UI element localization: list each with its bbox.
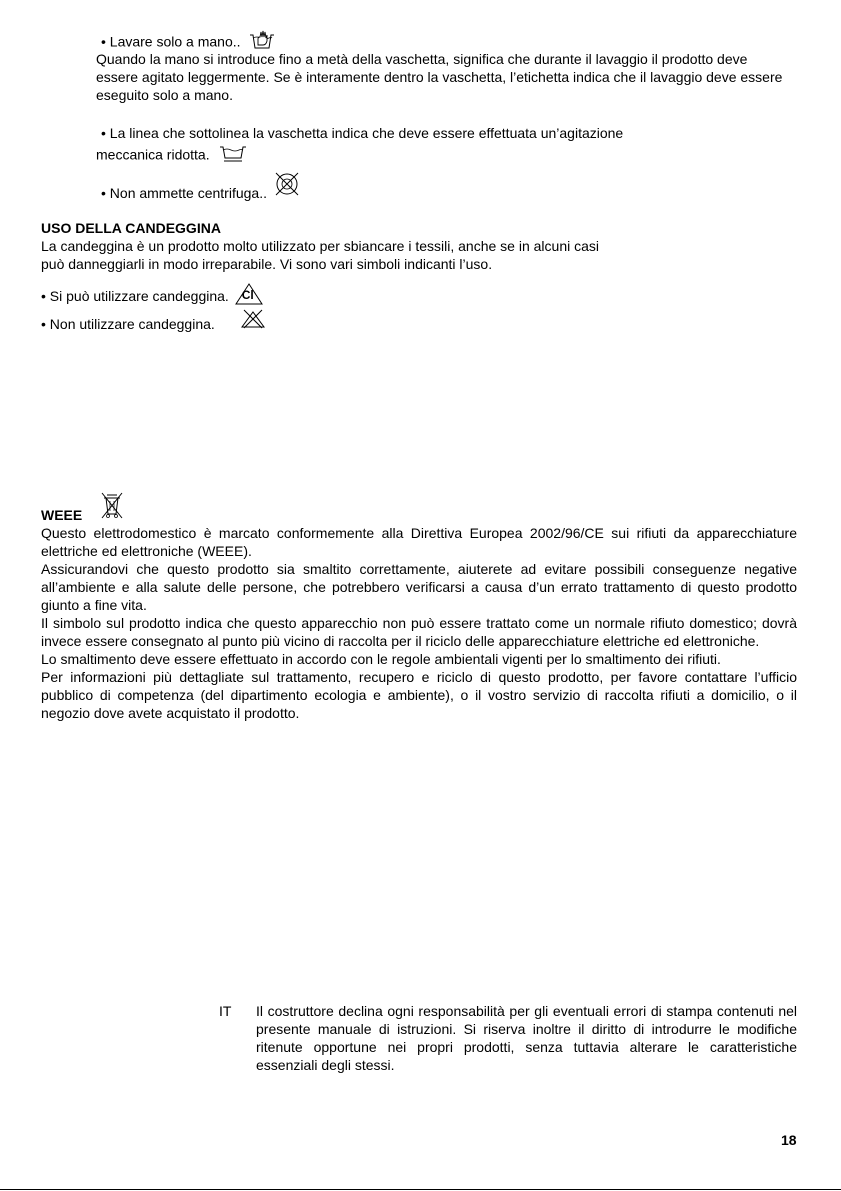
disclaimer-text: Il costruttore declina ogni responsabilità per gli eventuali errori di stampa contenuti nel presente manuale di istruzioni. Si riserva inoltre il diritto di introdurre le modifiche ritenute opportune nei propri prodotti, senza tuttavia alterare le caratteristiche essenziali degli stessi. [256,1003,797,1073]
weee-paragraph-5: Per informazioni più dettagliate sul trattamento, recupero e riciclo di questo prodotto, per favore contattare l’ufficio pubblico di competenza (del dipartimento ecologia e ambiente), o il vostro servizio di raccolta rifiuti a domicilio, o il negozio dove avete acquistato il prodotto. [41,669,797,721]
no-bleach-icon [239,309,267,333]
weee-body [41,524,797,722]
disclaimer-lang: IT [219,1003,232,1019]
page-bottom-rule [0,1189,841,1190]
reduced-agitation-row [96,144,248,168]
no-tumble-spin-icon [273,170,301,202]
bleach-not-allowed-row [41,309,267,333]
reduced-agitation-line1: • La linea che sottolinea la vaschetta indica che deve essere effettuata un’agitazione [101,125,624,141]
page-number: 18 [781,1132,797,1148]
weee-paragraph-3: Il simbolo sul prodotto indica che questo apparecchio non può essere trattato come un normale rifiuto domestico; dovrà invece essere consegnato al punto più vicino di raccolta per il riciclo delle apparecchiature elettriche ed elettroniche. [41,615,797,649]
crossed-bin-icon [99,490,125,524]
bleach-cl-text: Cl [241,288,254,302]
bleach-intro-line1: La candeggina è un prodotto molto utilizzato per sbiancare i tessili, anche se in alcuni casi [41,238,599,254]
no-spin-label: • Non ammette centrifuga.. [101,185,267,201]
bleach-intro-line2: può danneggiarli in modo irreparabile. Vi sono vari simboli indicanti l’uso. [41,256,493,272]
wash-tub-underline-icon [218,144,248,168]
hand-wash-label: • Lavare solo a mano.. [101,33,241,50]
bleach-heading: USO DELLA CANDEGGINA [41,220,221,236]
bleach-allowed-label: • Si può utilizzare candeggina. [41,288,229,304]
bleach-allowed-row [41,283,263,305]
weee-heading-row [41,490,141,524]
weee-paragraph-1: Questo elettrodomestico è marcato conformemente alla Direttiva Europea 2002/96/CE sui rifiuti da apparecchiature elettriche ed elettroniche (WEEE). [41,525,797,559]
reduced-agitation-line2: meccanica ridotta. [96,146,210,163]
hand-wash-description: Quando la mano si introduce fino a metà della vaschetta, significa che durante il lavaggio il prodotto deve essere agitato leggermente. Se è interamente dentro la vaschetta, l’etichetta indica che il lavaggio deve essere eseguito solo a mano. [96,51,783,103]
weee-heading: WEEE [41,507,83,523]
bleach-not-allowed-label: • Non utilizzare candeggina. [41,316,215,332]
weee-paragraph-4: Lo smaltimento deve essere effettuato in accordo con le regole ambientali vigenti per lo smaltimento dei rifiuti. [41,651,721,667]
bleach-cl-triangle-icon [235,283,263,305]
weee-paragraph-2: Assicurandovi che questo prodotto sia smaltito correttamente, aiuterete ad evitare possibili conseguenze negative all’ambiente e alla salute delle persone, che potrebbero verificarsi a causa d’un errato trattamento di questo prodotto giunto a fine vita. [41,561,797,613]
no-spin-row [101,170,301,202]
